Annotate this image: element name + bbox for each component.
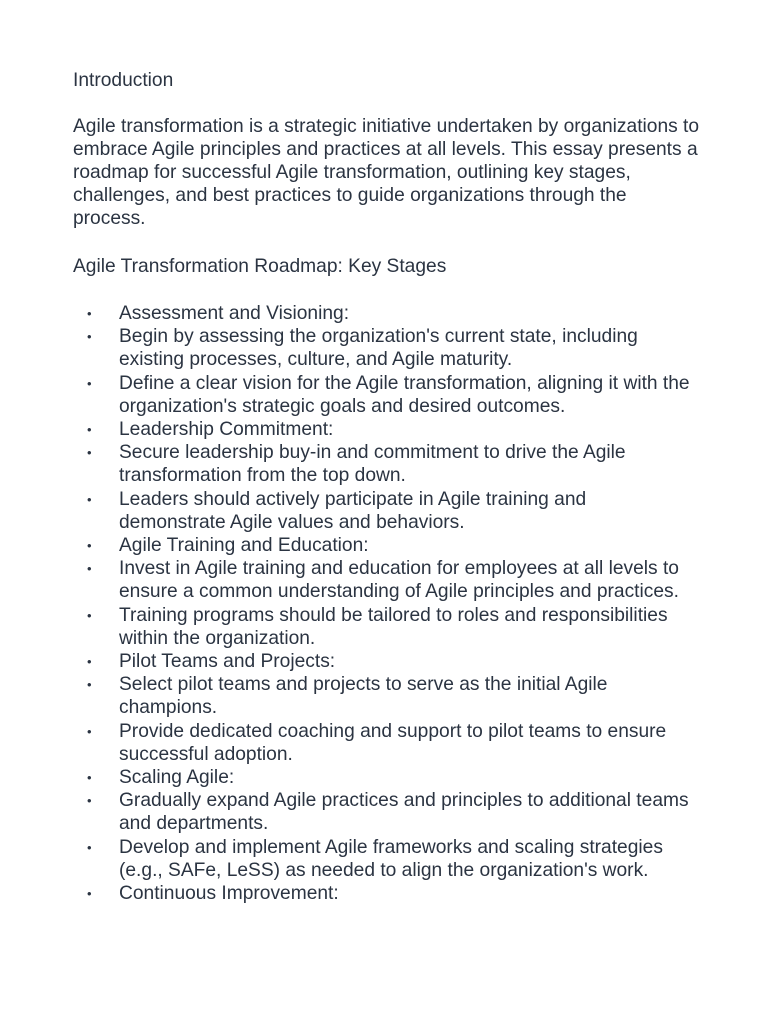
list-item-text: Gradually expand Agile practices and principles to additional teams and departments. xyxy=(119,790,689,835)
list-item xyxy=(73,836,693,882)
list-item xyxy=(73,789,693,835)
list-item-text: Training programs should be tailored to roles and responsibilities within the organization. xyxy=(119,604,668,649)
list-item xyxy=(73,534,693,557)
list-item xyxy=(73,441,693,487)
list-item-text: Select pilot teams and projects to serve as the initial Agile champions. xyxy=(119,674,608,719)
bullet-icon: • xyxy=(87,607,92,623)
stage-list xyxy=(73,302,693,905)
list-item xyxy=(73,650,693,673)
list-item-text: Define a clear vision for the Agile transformation, aligning it with the organization's strategic goals and desired outcomes. xyxy=(119,372,690,417)
list-item-text: Begin by assessing the organization's current state, including existing processes, culture, and Agile maturity. xyxy=(119,326,638,371)
roadmap-heading: Agile Transformation Roadmap: Key Stages xyxy=(73,256,447,277)
bullet-icon: • xyxy=(87,561,92,577)
list-item-text: Invest in Agile training and education for employees at all levels to ensure a common understanding of Agile principles and practices. xyxy=(119,558,679,603)
bullet-icon: • xyxy=(87,329,92,345)
list-item xyxy=(73,604,693,650)
bullet-icon: • xyxy=(87,491,92,507)
list-item-text: Agile Training and Education: xyxy=(119,535,369,557)
list-item-text: Leadership Commitment: xyxy=(119,419,334,441)
list-item xyxy=(73,882,693,905)
list-item-text: Continuous Improvement: xyxy=(119,883,339,905)
list-item-text: Scaling Agile: xyxy=(119,767,235,789)
bullet-icon: • xyxy=(87,793,92,809)
list-item xyxy=(73,720,693,766)
bullet-icon: • xyxy=(87,839,92,855)
bullet-icon: • xyxy=(87,886,92,902)
bullet-icon: • xyxy=(87,422,92,438)
list-item-text: Secure leadership buy-in and commitment to drive the Agile transformation from the top down. xyxy=(119,442,626,487)
bullet-icon: • xyxy=(87,445,92,461)
list-item xyxy=(73,372,693,418)
bullet-icon: • xyxy=(87,538,92,554)
bullet-icon: • xyxy=(87,306,92,321)
list-item-text: Provide dedicated coaching and support to pilot teams to ensure successful adoption. xyxy=(119,720,667,765)
list-item xyxy=(73,766,693,789)
list-item-text: Leaders should actively participate in Agile training and demonstrate Agile values and behaviors. xyxy=(119,488,587,533)
list-item-text: Assessment and Visioning: xyxy=(119,303,350,324)
list-item-text: Develop and implement Agile frameworks and scaling strategies (e.g., SAFe, LeSS) as needed to align the organization's work. xyxy=(119,836,663,881)
list-item xyxy=(73,325,693,371)
intro-paragraph: Agile transformation is a strategic initiative undertaken by organizations to embrace Agile principles and practices at all levels. This essay presents a roadmap for successful Agile transformation, outlining key stages, challenges, and best practices to guide organizations through the process. xyxy=(73,116,700,229)
list-item xyxy=(73,302,693,325)
list-item xyxy=(73,557,693,603)
list-item xyxy=(73,673,693,719)
list-item-text: Pilot Teams and Projects: xyxy=(119,651,336,673)
list-item xyxy=(73,418,693,441)
bullet-icon: • xyxy=(87,723,92,739)
bullet-icon: • xyxy=(87,677,92,693)
bullet-icon: • xyxy=(87,654,92,670)
intro-heading: Introduction xyxy=(73,70,174,91)
list-item xyxy=(73,488,693,534)
bullet-icon: • xyxy=(87,770,92,786)
bullet-icon: • xyxy=(87,375,92,391)
